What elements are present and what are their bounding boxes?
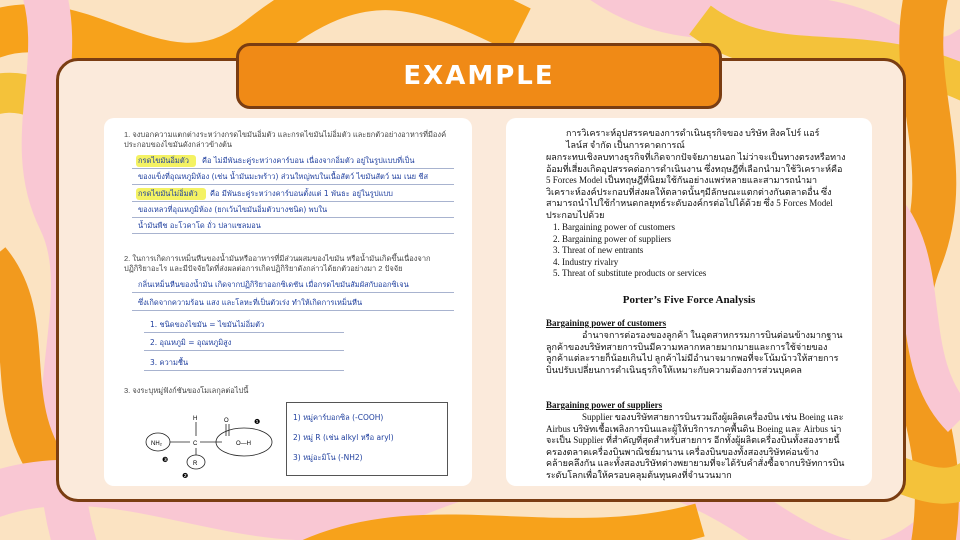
amino-acid-structure — [144, 400, 284, 482]
section-2-heading: Bargaining power of suppliers — [546, 400, 663, 410]
box-item: 3) หมู่อะมิโน (-NH2) — [293, 453, 363, 462]
h-label: H — [193, 416, 198, 422]
answer-rule — [144, 370, 344, 371]
answer-rule — [132, 184, 454, 185]
answer-rule — [132, 217, 454, 218]
answer-rule — [132, 233, 454, 234]
answer-2-line2: ของเหลวที่อุณหภูมิห้อง (ยกเว้นไขมันอิ่มตัวบางชนิด) พบใน — [138, 205, 328, 214]
answer-rule — [144, 350, 344, 351]
nh2-label: NH₂ — [151, 441, 162, 447]
intro-title-1: การวิเคราะห์อุปสรรคของการดำเนินธุรกิจของ บริษัท สิงคโปร์ แอร์ — [566, 128, 820, 138]
answer-box — [286, 402, 448, 476]
title-banner — [236, 43, 722, 109]
report-page — [506, 118, 872, 486]
marker-2: ❷ — [182, 472, 189, 480]
answer-1-text: คือ ไม่มีพันธะคู่ระหว่างคาร์บอน เนื่องจากอิ่มตัว อยู่ในรูปแบบที่เป็น — [202, 156, 415, 165]
o-label: O — [224, 418, 229, 424]
answer-rule — [132, 310, 454, 311]
box-item: 1) หมู่คาร์บอกซิล (-COOH) — [293, 413, 384, 422]
forces-item: 3. Threat of new entrants — [562, 245, 852, 257]
answer-rule — [132, 168, 454, 169]
marker-3: ❸ — [162, 456, 169, 464]
intro-title-2: ไลน์ส จำกัด เป็นการคาดการณ์ — [566, 140, 685, 150]
section-1-heading: Bargaining power of customers — [546, 318, 667, 328]
intro-paragraph: ผลกระทบเชิงลบทางธุรกิจที่เกิดจากปัจจัยภายนอก ไม่ว่าจะเป็นทางตรงหรือทางอ้อมที่เสี่ยงเกิดอุปสรรคต่อการดำเนินงาน ซึ่งทฤษฎีที่เลือกนำมาใช้วิเคราะห์คือ 5 Forces Model เป็นทฤษฎีที่นิยมใช้กันอย่างแพร่หลายและสามารถนำมาวิเคราะห์องค์ประกอบที่ส่งผลให้ตลาดนั้นๆมีลักษณะแตกต่างกันตลาดอื่น ซึ่งสามารถนำไปใช้กำหนดกลยุทธ์ระดับองค์กรต่อไปได้ด้วย ซึ่ง 5 Forces Model ประกอบไปด้วย — [546, 152, 846, 220]
answer-3-item: 2. อุณหภูมิ = อุณหภูมิสูง — [150, 338, 232, 347]
answer-1-line2: ของแข็งที่อุณหภูมิห้อง (เช่น น้ำมันมะพร้าว) ส่วนใหญ่พบในเนื้อสัตว์ ไขมันสัตว์ นม เนย ชีส — [138, 172, 429, 181]
section-1-text: อำนาจการต่อรองของลูกค้า ในอุตสาหกรรมการบินต่อนข้างมากฐานลูกค้าของบริษัทสายการบินมีความหลากหลายมากมายและการใช้จ่ายของลูกค้าแต่ละรายก็น้อยเกินไป ลูกค้าไม่มีอำนาจมากพอที่จะโน้มน้าวให้สายการบินปรับเปลี่ยนการดำเนินธุรกิจให้เหมาะกับความต้องการส่วนบุคคล — [546, 330, 843, 375]
analysis-title: Porter’s Five Force Analysis — [622, 294, 756, 306]
marker-1: ❶ — [254, 418, 261, 426]
answer-1-label: กรดไขมันอิ่มตัว — [138, 156, 189, 165]
question-3: 3. จงระบุหมู่ฟังก์ชันของโมเลกุลต่อไปนี้ — [124, 386, 249, 395]
forces-item: 4. Industry rivalry — [562, 257, 852, 269]
answer-3-item: 1. ชนิดของไขมัน = ไขมันไม่อิ่มตัว — [150, 320, 265, 329]
answer-3-item: 3. ความชื้น — [150, 358, 189, 367]
answer-2-text: คือ มีพันธะคู่ระหว่างคาร์บอนตั้งแต่ 1 พันธะ อยู่ในรูปแบบ — [210, 189, 393, 198]
forces-item: 5. Threat of substitute products or services — [562, 268, 852, 280]
question-2: 2. ในการเกิดการเหม็นหืนของน้ำมันหรืออาหารที่มีส่วนผสมของไขมัน หรือน้ำมันเกิดขึ้นเนื่องจากปฏิกิริยาอะไร และมีปัจจัยใดที่ส่งผลต่อการเกิดปฏิกิริยาดังกล่าวได้ยกตัวอย่างมา 2 ปัจจัย — [124, 254, 431, 273]
answer-rule — [132, 292, 454, 293]
answer-3-line2: ซึ่งเกิดจากความร้อน แสง และโลหะที่เป็นตัวเร่ง ทำให้เกิดการเหม็นหืน — [138, 298, 363, 307]
answer-3-line1: กลิ่นเหม็นหืนของน้ำมัน เกิดจากปฏิกิริยาออกซิเดชัน เมื่อกรดไขมันสัมผัสกับออกซิเจน — [138, 280, 409, 289]
question-1: 1. จงบอกความแตกต่างระหว่างกรดไขมันอิ่มตัว และกรดไขมันไม่อิ่มตัว และยกตัวอย่างอาหารที่มีองค์ประกอบของไขมันดังกล่าวข้างต้น — [124, 130, 447, 149]
forces-item: 1. Bargaining power of customers — [562, 222, 852, 234]
banner-title: EXAMPLE — [403, 61, 555, 91]
answer-2-label: กรดไขมันไม่อิ่มตัว — [138, 189, 198, 198]
box-item: 2) หมู่ R (เช่น alkyl หรือ aryl) — [293, 433, 394, 442]
oh-label: O—H — [236, 441, 251, 447]
worksheet-page — [104, 118, 472, 486]
section-2-text: Supplier ของบริษัทสายการบินรวมถึงผู้ผลิตเครื่องบิน เช่น Boeing และ Airbus บริษัทเชื้อเพลิงการบินและผู้ให้บริการภาคพื้นดิน Boeing และ Airbus น่าจะเป็น Supplier ที่สำคัญที่สุดสำหรับสายการ อีกทั้งผู้ผลิตเครื่องบินทั้งสองรายนี้ครองตลาดเครื่องบินพาณิชย์มานาน เครื่องบินของทั้งสองบริษัทค่อนข้างคล้ายคลึงกัน และทั้งสองบริษัทต่างพยายามที่จะได้รับคำสั่งซื้อจากบริษัทการบินระดับโลกเพื่อให้ครอบคลุมต้นทุนคงที่จำนวนมาก — [546, 412, 845, 480]
forces-item: 2. Bargaining power of suppliers — [562, 234, 852, 246]
forces-list — [546, 222, 852, 280]
r-label: R — [193, 461, 198, 467]
answer-rule — [132, 201, 454, 202]
answer-rule — [144, 332, 344, 333]
answer-2-line3: น้ำมันพืช อะโวคาโด ถั่ว ปลาแซลมอน — [138, 221, 261, 230]
c-label: C — [193, 441, 198, 447]
